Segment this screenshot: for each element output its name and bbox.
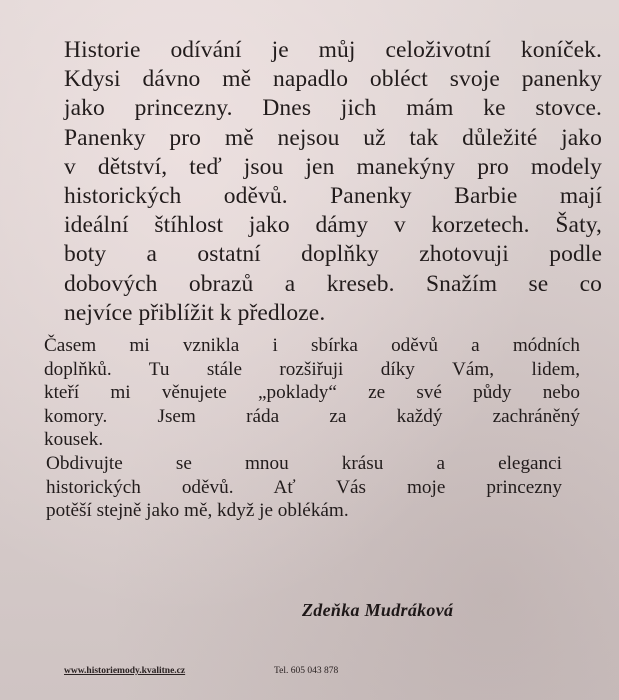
text-line: Panenky pro mě nejsou už tak důležité jako — [64, 124, 602, 151]
website-link[interactable]: www.historiemody.kvalitne.cz — [64, 666, 186, 676]
text-line: v dětství, teď jsou jen manekýny pro modely — [64, 153, 602, 180]
text-block — [34, 36, 602, 523]
text-line: kousek. — [44, 429, 104, 451]
text-line: komory. Jsem ráda za každý zachráněný — [44, 405, 580, 427]
text-line: potěší stejně jako mě, když je oblékám. — [46, 500, 349, 522]
text-line: kteří mi věnujete „poklady“ ze své půdy nebo — [44, 382, 580, 404]
text-line: nejvíce přiblížit k předloze. — [64, 299, 326, 326]
text-line: Kdysi dávno mě napadlo obléct svoje panenky — [64, 66, 602, 93]
text-line: historických oděvů. Panenky Barbie mají — [64, 183, 602, 210]
text-line: Časem mi vznikla i sbírka oděvů a módních — [44, 335, 580, 357]
text-line: dobových obrazů a kreseb. Snažím se co — [64, 270, 602, 297]
text-line: Obdivujte se mnou krásu a eleganci — [46, 453, 562, 474]
paragraph-2 — [44, 334, 580, 452]
text-line: historických oděvů. Ať Vás moje princezny — [46, 476, 562, 498]
paragraph-3 — [46, 452, 562, 523]
author-signature: Zdeňka Mudráková — [302, 600, 454, 620]
text-line: boty a ostatní doplňky zhotovuji podle — [64, 241, 602, 268]
text-line: doplňků. Tu stále rozšiřuji díky Vám, lidem, — [44, 358, 580, 380]
paragraph-1 — [34, 36, 602, 328]
text-line: ideální štíhlost jako dámy v korzetech. Šaty, — [64, 212, 602, 239]
phone-number: Tel. 605 043 878 — [274, 666, 339, 676]
text-line: jako princezny. Dnes jich mám ke stovce. — [64, 95, 602, 122]
text-line: Historie odívání je můj celoživotní koníček. — [64, 37, 602, 63]
